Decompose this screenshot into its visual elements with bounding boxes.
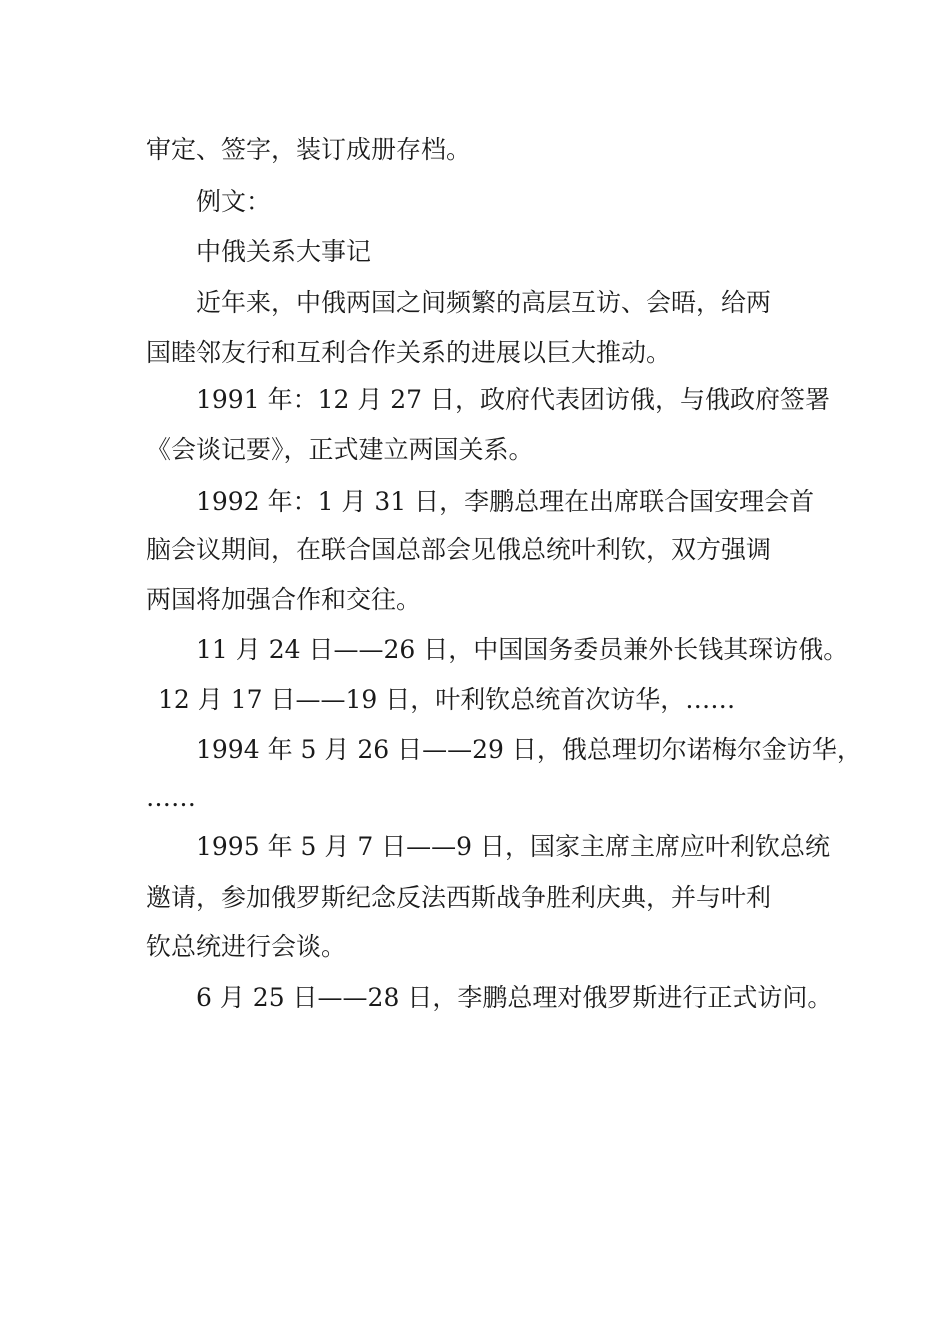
text-line: 1994 年 5 月 26 日——29 日，俄总理切尔诺梅尔金访华， bbox=[196, 735, 862, 764]
text-line: 两国将加强合作和交往。 bbox=[146, 585, 422, 614]
text-line: 中俄关系大事记 bbox=[196, 237, 372, 266]
text-line: 例文： bbox=[196, 187, 272, 216]
text-line: 国睦邻友行和互利合作关系的进展以巨大推动。 bbox=[146, 338, 672, 367]
text-line: 审定、签字，装订成册存档。 bbox=[146, 135, 472, 164]
text-line: 近年来，中俄两国之间频繁的高层互访、会晤，给两 bbox=[196, 288, 772, 317]
text-line: 钦总统进行会谈。 bbox=[146, 932, 347, 961]
text-line: 1995 年 5 月 7 日——9 日，国家主席主席应叶利钦总统 bbox=[196, 832, 831, 861]
text-line: 1991 年：12 月 27 日，政府代表团访俄，与俄政府签署 bbox=[196, 385, 831, 414]
text-line: 6 月 25 日——28 日，李鹏总理对俄罗斯进行正式访问。 bbox=[196, 983, 833, 1012]
text-line: 12 月 17 日——19 日，叶利钦总统首次访华，…… bbox=[158, 685, 736, 714]
text-line: 邀请，参加俄罗斯纪念反法西斯战争胜利庆典，并与叶利 bbox=[146, 883, 772, 912]
text-line: …… bbox=[146, 783, 196, 812]
text-line: 《会谈记要》，正式建立两国关系。 bbox=[146, 435, 534, 464]
text-line: 11 月 24 日——26 日，中国国务委员兼外长钱其琛访俄。 bbox=[196, 635, 849, 664]
text-line: 1992 年：1 月 31 日，李鹏总理在出席联合国安理会首 bbox=[196, 487, 815, 516]
text-line: 脑会议期间，在联合国总部会见俄总统叶利钦，双方强调 bbox=[146, 535, 772, 564]
